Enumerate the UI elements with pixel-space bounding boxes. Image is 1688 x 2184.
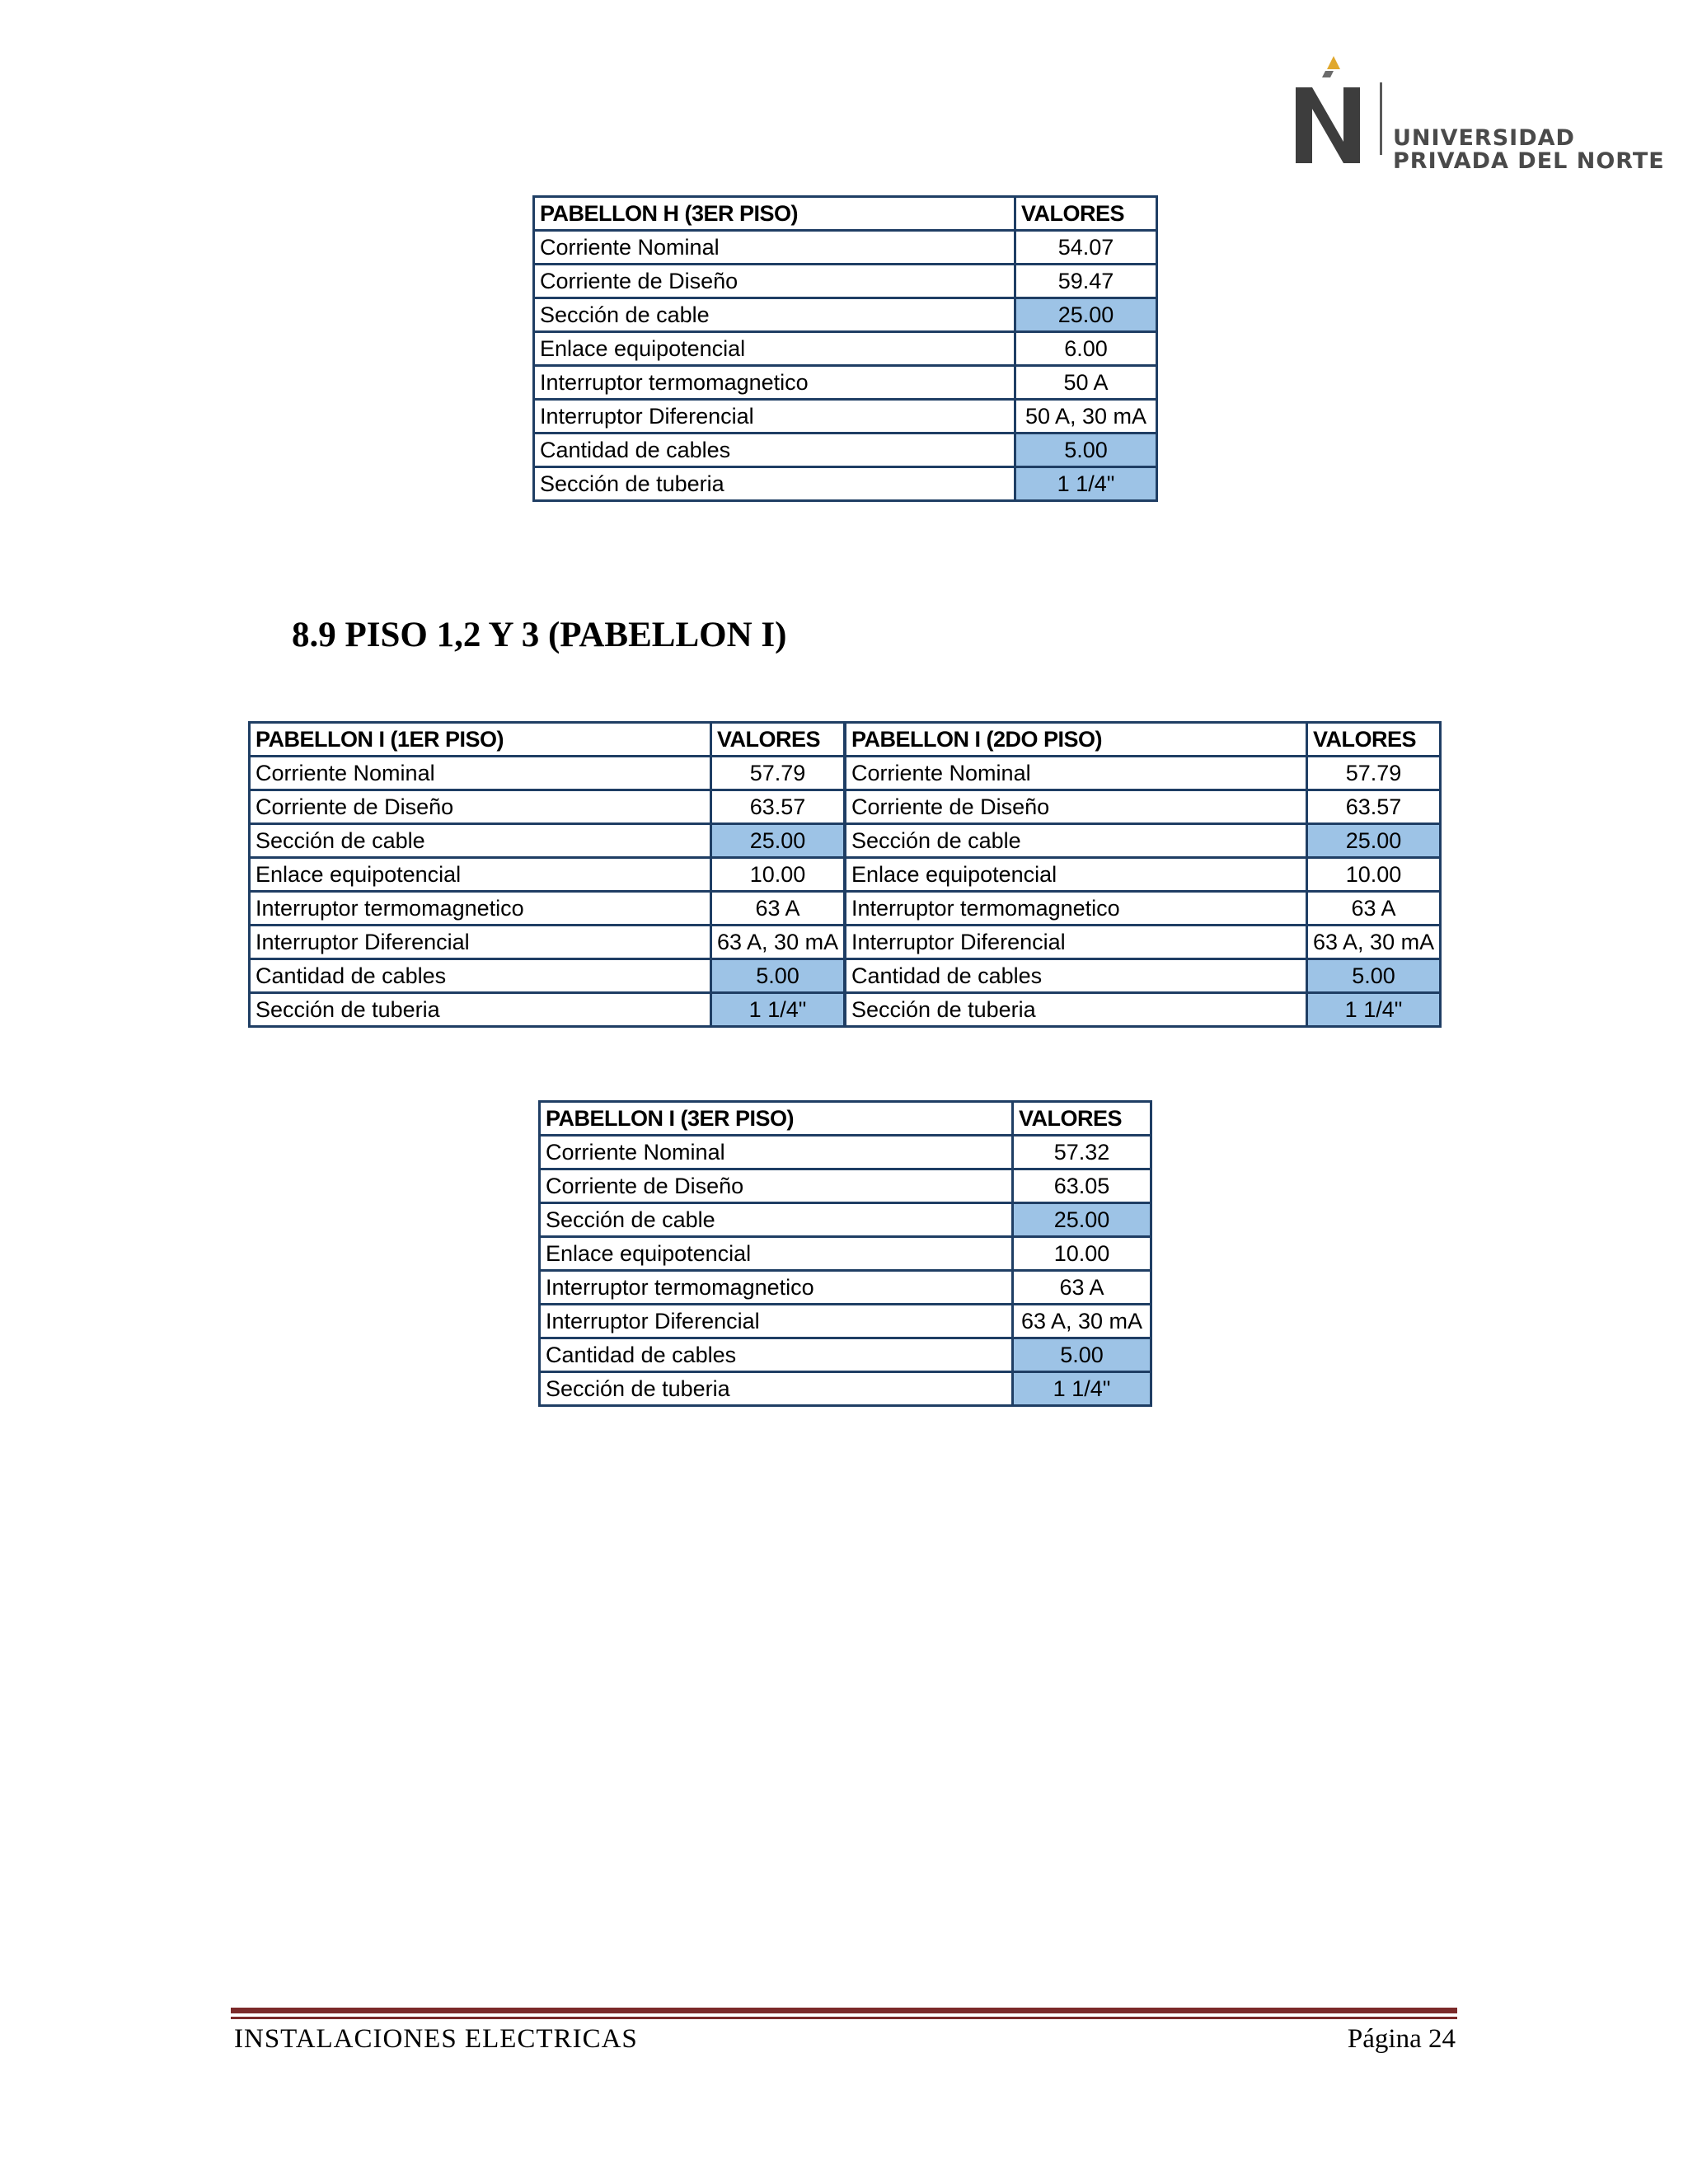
table-row (540, 1372, 1151, 1406)
row-label: Cantidad de cables (846, 959, 1307, 993)
row-label: Interruptor Diferencial (534, 400, 1015, 434)
row-value: 63 A (1307, 892, 1441, 926)
row-value: 5.00 (1013, 1338, 1151, 1372)
row-value: 63 A, 30 mA (1013, 1305, 1151, 1338)
university-logo (1292, 53, 1665, 176)
table-pabellon-i-3er-piso (538, 1100, 1152, 1407)
row-label: Interruptor Diferencial (250, 926, 711, 959)
table-row (540, 1203, 1151, 1237)
table-row (846, 824, 1441, 858)
row-value: 59.47 (1015, 265, 1157, 298)
table-row (540, 1237, 1151, 1271)
table-row (250, 757, 845, 790)
row-value: 1 1/4" (711, 993, 845, 1027)
row-value: 50 A, 30 mA (1015, 400, 1157, 434)
table-row (250, 993, 845, 1027)
table-header-row (250, 723, 845, 757)
row-label: Cantidad de cables (534, 434, 1015, 467)
logo-divider (1380, 82, 1382, 155)
header-cell: VALORES (1013, 1102, 1151, 1136)
row-label: Sección de cable (846, 824, 1307, 858)
row-value: 1 1/4" (1015, 467, 1157, 501)
table-header-row (846, 723, 1441, 757)
row-label: Sección de cable (534, 298, 1015, 332)
table-row (534, 265, 1157, 298)
row-value: 25.00 (1015, 298, 1157, 332)
row-label: Enlace equipotencial (250, 858, 711, 892)
row-label: Corriente de Diseño (250, 790, 711, 824)
row-value: 54.07 (1015, 231, 1157, 265)
table-row (540, 1338, 1151, 1372)
row-value: 5.00 (711, 959, 845, 993)
table-row (250, 790, 845, 824)
row-value: 63.57 (1307, 790, 1441, 824)
logo-line2: PRIVADA DEL NORTE (1393, 148, 1665, 174)
row-value: 25.00 (1307, 824, 1441, 858)
table-row (250, 858, 845, 892)
table-row (846, 959, 1441, 993)
row-value: 25.00 (711, 824, 845, 858)
row-label: Cantidad de cables (250, 959, 711, 993)
row-value: 5.00 (1307, 959, 1441, 993)
row-label: Sección de cable (250, 824, 711, 858)
row-value: 10.00 (711, 858, 845, 892)
header-cell: VALORES (1307, 723, 1441, 757)
row-label: Enlace equipotencial (540, 1237, 1013, 1271)
logo-n-icon (1292, 53, 1375, 168)
row-value: 63.57 (711, 790, 845, 824)
row-value: 1 1/4" (1307, 993, 1441, 1027)
footer-rule-thin (231, 2017, 1457, 2019)
row-value: 1 1/4" (1013, 1372, 1151, 1406)
table-header-row (540, 1102, 1151, 1136)
header-cell: PABELLON I (1ER PISO) (250, 723, 711, 757)
table-row (250, 824, 845, 858)
row-label: Corriente Nominal (540, 1136, 1013, 1169)
table-row (846, 858, 1441, 892)
table-row (540, 1169, 1151, 1203)
row-label: Interruptor Diferencial (540, 1305, 1013, 1338)
table-pabellon-i-2do-piso (844, 721, 1442, 1028)
row-value: 25.00 (1013, 1203, 1151, 1237)
table-row (534, 400, 1157, 434)
row-value: 10.00 (1307, 858, 1441, 892)
row-label: Sección de tuberia (250, 993, 711, 1027)
table-row (846, 790, 1441, 824)
row-label: Enlace equipotencial (846, 858, 1307, 892)
table-row (250, 892, 845, 926)
row-value: 10.00 (1013, 1237, 1151, 1271)
table-row (534, 366, 1157, 400)
row-label: Enlace equipotencial (534, 332, 1015, 366)
header-cell: PABELLON H (3ER PISO) (534, 197, 1015, 231)
row-label: Interruptor Diferencial (846, 926, 1307, 959)
row-label: Corriente de Diseño (846, 790, 1307, 824)
page-number: Página 24 (1347, 2024, 1456, 2054)
row-value: 63 A (711, 892, 845, 926)
row-value: 57.79 (1307, 757, 1441, 790)
header-cell: PABELLON I (3ER PISO) (540, 1102, 1013, 1136)
row-value: 57.32 (1013, 1136, 1151, 1169)
row-label: Corriente de Diseño (534, 265, 1015, 298)
row-label: Interruptor termomagnetico (250, 892, 711, 926)
table-row (540, 1136, 1151, 1169)
table-row (534, 467, 1157, 501)
row-label: Sección de cable (540, 1203, 1013, 1237)
table-pabellon-h-3er-piso (532, 195, 1158, 502)
row-label: Corriente Nominal (250, 757, 711, 790)
row-label: Interruptor termomagnetico (540, 1271, 1013, 1305)
header-cell: VALORES (1015, 197, 1157, 231)
row-value: 63 A, 30 mA (1307, 926, 1441, 959)
row-value: 6.00 (1015, 332, 1157, 366)
table-header-row (534, 197, 1157, 231)
footer-title: INSTALACIONES ELECTRICAS (234, 2024, 638, 2054)
table-row (534, 298, 1157, 332)
row-label: Corriente Nominal (534, 231, 1015, 265)
row-label: Corriente de Diseño (540, 1169, 1013, 1203)
table-row (534, 332, 1157, 366)
row-value: 63 A, 30 mA (711, 926, 845, 959)
table-row (846, 926, 1441, 959)
table-row (846, 757, 1441, 790)
row-value: 57.79 (711, 757, 845, 790)
row-label: Sección de tuberia (540, 1372, 1013, 1406)
table-row (846, 892, 1441, 926)
row-label: Interruptor termomagnetico (534, 366, 1015, 400)
table-row (534, 434, 1157, 467)
section-heading: 8.9 PISO 1,2 Y 3 (PABELLON I) (292, 616, 787, 654)
footer-rule (231, 2008, 1457, 2013)
table-row (250, 926, 845, 959)
table-row (540, 1271, 1151, 1305)
row-value: 50 A (1015, 366, 1157, 400)
row-value: 63 A (1013, 1271, 1151, 1305)
header-cell: PABELLON I (2DO PISO) (846, 723, 1307, 757)
row-label: Sección de tuberia (846, 993, 1307, 1027)
row-label: Sección de tuberia (534, 467, 1015, 501)
logo-line1: UNIVERSIDAD (1393, 125, 1575, 151)
row-label: Interruptor termomagnetico (846, 892, 1307, 926)
row-label: Corriente Nominal (846, 757, 1307, 790)
table-row (534, 231, 1157, 265)
table-pabellon-i-1er-piso (248, 721, 846, 1028)
row-label: Cantidad de cables (540, 1338, 1013, 1372)
header-cell: VALORES (711, 723, 845, 757)
table-row (250, 959, 845, 993)
row-value: 63.05 (1013, 1169, 1151, 1203)
table-row (540, 1305, 1151, 1338)
table-row (846, 993, 1441, 1027)
row-value: 5.00 (1015, 434, 1157, 467)
